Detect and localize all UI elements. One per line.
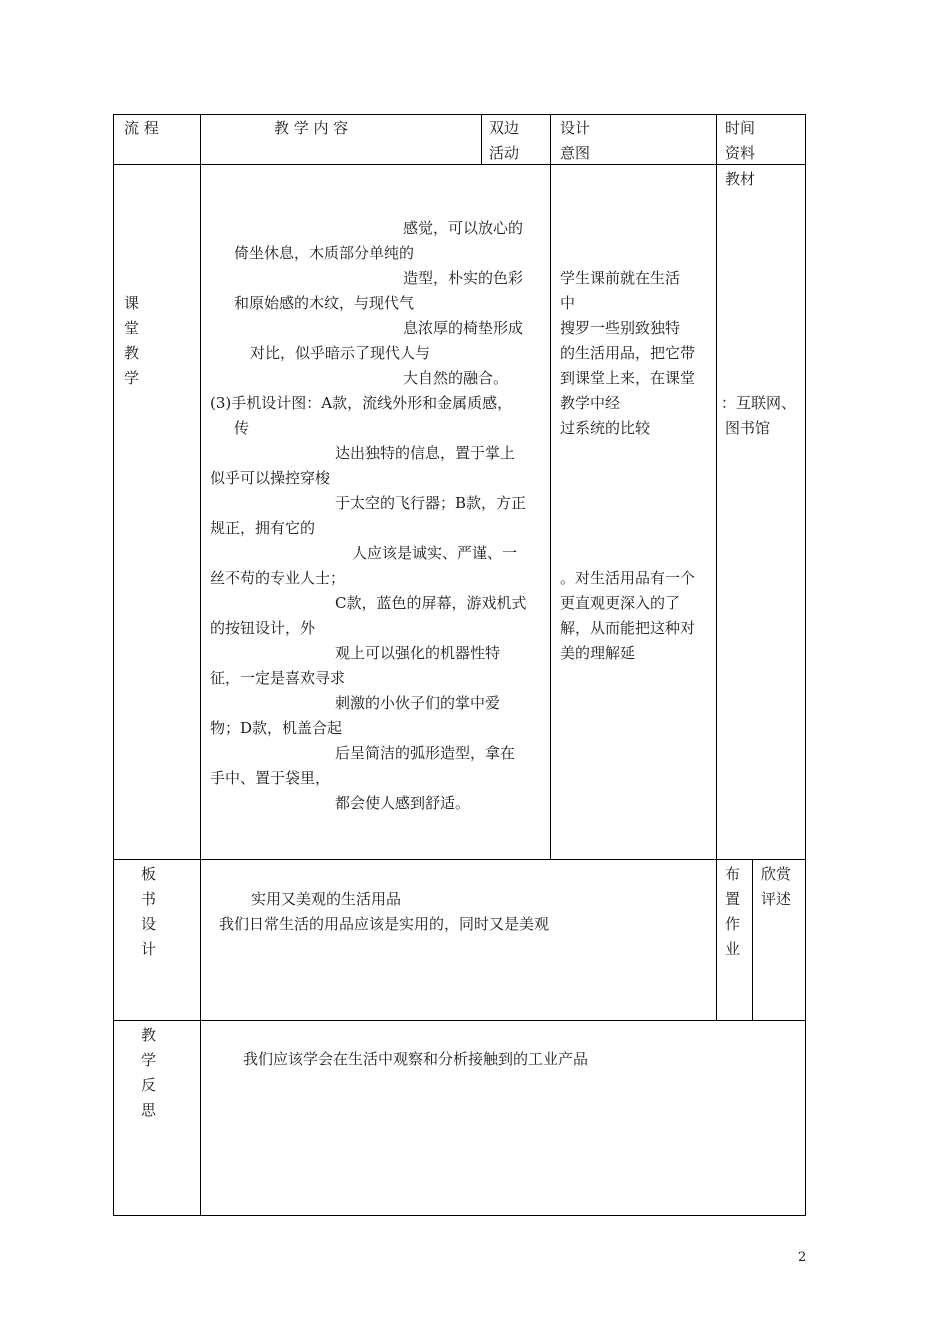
content-line: 传 (234, 419, 250, 437)
content-line: 造型，朴实的色彩 (403, 269, 524, 287)
header-activity-line1: 双边 (489, 119, 520, 137)
page-number: 2 (798, 1250, 807, 1265)
table-rule-intent (716, 114, 717, 1021)
content-line: 似乎可以操控穿梭 (210, 469, 331, 487)
intent-line: 教学中经 (560, 394, 621, 412)
content-line: 的按钮设计，外 (210, 619, 316, 637)
header-time-line1: 时间 (725, 119, 756, 137)
time-material-line: 图书馆 (725, 419, 771, 437)
board-label-char: 书 (141, 890, 157, 908)
board-label-char: 设 (141, 915, 157, 933)
content-line: C款，蓝色的屏幕，游戏机式 (335, 594, 527, 612)
classroom-label-char: 教 (124, 344, 140, 362)
table-rule-board (113, 1020, 806, 1021)
content-line: 大自然的融合。 (403, 369, 509, 387)
table-rule-content (481, 114, 482, 165)
content-line: 达出独特的信息，置于掌上 (335, 444, 516, 462)
homework-label-char: 置 (725, 890, 741, 908)
content-line: 于太空的飞行器；B款，方正 (335, 494, 527, 512)
table-border-right (805, 114, 806, 1216)
table-rule-header (113, 164, 806, 165)
content-line: 后呈简洁的弧形造型，拿在 (335, 744, 516, 762)
board-line: 我们日常生活的用品应该是实用的，同时又是美观 (219, 915, 550, 933)
reflection-text: 我们应该学会在生活中观察和分析接触到的工业产品 (243, 1050, 589, 1068)
content-line: 息浓厚的椅垫形成 (403, 319, 524, 337)
intent-line: 学生课前就在生活 (560, 269, 681, 287)
header-content: 教 学 内 容 (274, 119, 349, 137)
intent-line: 到课堂上来，在课堂 (560, 369, 696, 387)
content-line: 都会使人感到舒适。 (335, 794, 471, 812)
content-line: 人应该是诚实、严谨、一 (352, 544, 518, 562)
classroom-label-char: 堂 (124, 319, 140, 337)
reflection-label-char: 思 (141, 1101, 157, 1119)
content-line: 规正，拥有它的 (210, 519, 316, 537)
reflection-label-char: 学 (141, 1051, 157, 1069)
content-line: 倚坐休息，木质部分单纯的 (234, 244, 415, 262)
board-line: 实用又美观的生活用品 (251, 890, 402, 908)
time-material-line: 教材 (725, 170, 756, 188)
homework-line: 评述 (761, 890, 792, 908)
header-time-line2: 资料 (725, 144, 756, 162)
table-border-top (113, 114, 806, 115)
content-line: 物；D款，机盖合起 (210, 719, 343, 737)
table-rule-classroom (113, 859, 806, 860)
intent-line: 搜罗一些别致独特 (560, 319, 681, 337)
time-material-line: ：互联网、 (721, 394, 797, 412)
classroom-label-char: 课 (124, 294, 140, 312)
table-rule-homework (752, 859, 753, 1021)
intent-line: 的生活用品，把它带 (560, 344, 696, 362)
table-border-left (113, 114, 114, 1216)
header-activity-line2: 活动 (489, 144, 520, 162)
classroom-label-char: 学 (124, 369, 140, 387)
content-line: 丝不苟的专业人士； (210, 569, 346, 587)
content-line: 征，一定是喜欢寻求 (210, 669, 346, 687)
content-line: 和原始感的木纹，与现代气 (234, 294, 415, 312)
header-process: 流 程 (124, 119, 159, 137)
table-rule-process (200, 114, 201, 1216)
content-line: 手中、置于袋里， (210, 769, 331, 787)
intent-line: 美的理解延 (560, 644, 636, 662)
table-border-bottom (113, 1215, 806, 1216)
board-label-char: 板 (141, 865, 157, 883)
homework-label-char: 作 (725, 915, 741, 933)
homework-label-char: 业 (725, 940, 741, 958)
content-line: 对比，似乎暗示了现代人与 (250, 344, 431, 362)
intent-line: 解，从而能把这种对 (560, 619, 696, 637)
content-line: (3)手机设计图：A款，流线外形和金属质感， (210, 394, 513, 412)
homework-label-char: 布 (725, 865, 741, 883)
intent-line: 更直观更深入的了 (560, 594, 681, 612)
content-line: 刺激的小伙子们的掌中爱 (335, 694, 501, 712)
content-line: 观上可以强化的机器性特 (335, 644, 501, 662)
intent-line: 过系统的比较 (560, 419, 651, 437)
table-rule-activity (550, 114, 551, 860)
intent-line: 中 (560, 294, 576, 312)
intent-line: 。对生活用品有一个 (560, 569, 696, 587)
reflection-label-char: 反 (141, 1076, 157, 1094)
board-label-char: 计 (141, 940, 157, 958)
homework-line: 欣赏 (761, 865, 792, 883)
header-intent-line1: 设计 (560, 119, 591, 137)
reflection-label-char: 教 (141, 1026, 157, 1044)
content-line: 感觉，可以放心的 (403, 219, 524, 237)
header-intent-line2: 意图 (560, 144, 591, 162)
